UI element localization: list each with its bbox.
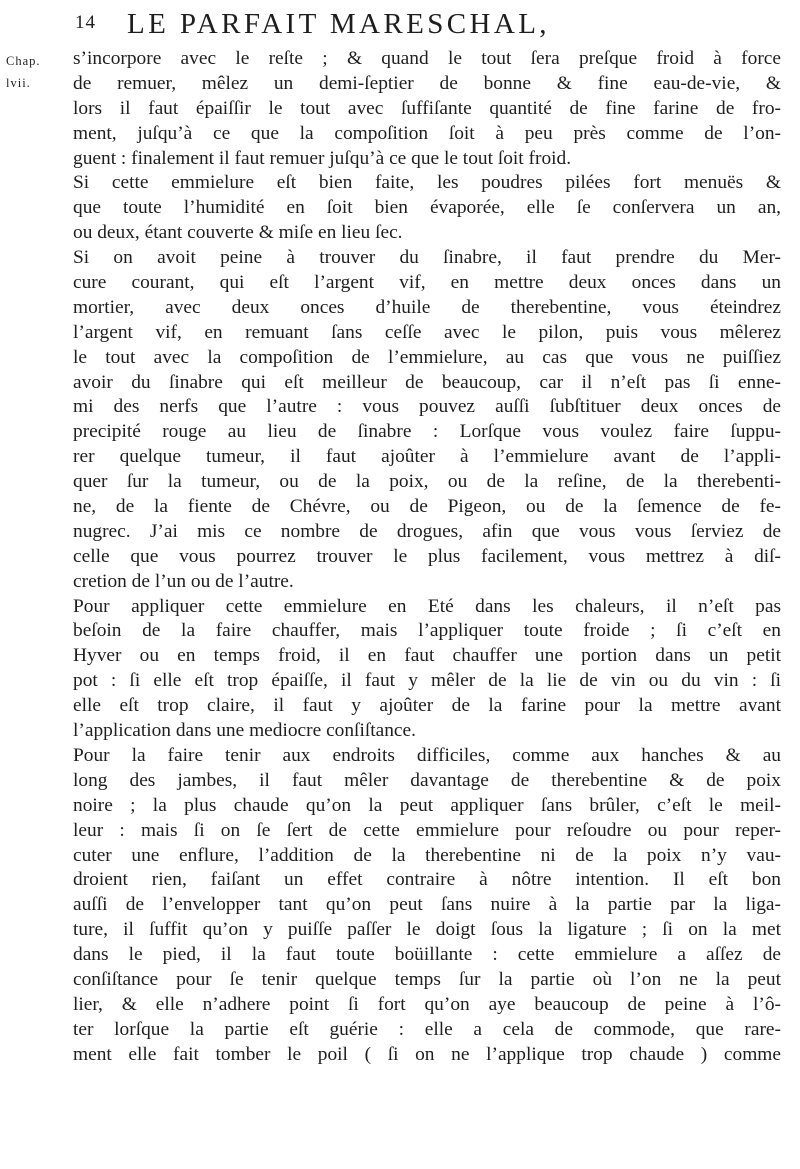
text-line: long des jambes, il faut mêler davantage de therebentine & de poix bbox=[73, 769, 781, 791]
text-line: droient rien, faiſant un effet contraire à nôtre intention. Il eſt bon bbox=[73, 869, 781, 891]
text-line: dans le pied, il la faut toute boüillante : cette emmielure a aſſez de bbox=[73, 944, 781, 966]
text-line: ne, de la fiente de Chévre, ou de Pigeon, ou de la ſemence de fe- bbox=[73, 496, 781, 518]
text-line: Hyver ou en temps froid, il en faut chauffer une portion dans un petit bbox=[73, 645, 781, 667]
text-line: beſoin de la faire chauffer, mais l’appliquer toute froide ; ſi c’eſt en bbox=[73, 620, 781, 642]
text-line: lier, & elle n’adhere point ſi fort qu’on aye beaucoup de peine à l’ô- bbox=[73, 993, 781, 1015]
text-line: de remuer, mêlez un demi-ſeptier de bonne & fine eau-de-vie, & bbox=[73, 72, 781, 94]
text-line: ment, juſqu’à ce que la compoſition ſoit à peu près comme de l’on- bbox=[73, 122, 781, 144]
text-line: precipité rouge au lieu de ſinabre : Lorſque vous voulez faire ſuppu- bbox=[73, 421, 781, 443]
running-head bbox=[75, 8, 785, 48]
text-line: cuter une enflure, l’addition de la therebentine ni de la poix n’y vau- bbox=[73, 844, 781, 866]
chapter-margin-note bbox=[6, 50, 58, 94]
chapter-label: Chap. bbox=[6, 54, 41, 68]
text-line: conſiſtance pour ſe tenir quelque temps ſur la partie où l’on ne la peut bbox=[73, 968, 781, 990]
text-line: Si on avoit peine à trouver du ſinabre, il faut prendre du Mer- bbox=[73, 247, 781, 269]
text-line: ment elle fait tomber le poil ( ſi on ne l’applique trop chaude ) comme bbox=[73, 1043, 781, 1065]
text-line: l’argent vif, en remuant ſans ceſſe avec le pilon, puis vous mêlerez bbox=[73, 321, 781, 343]
text-line: Pour la faire tenir aux endroits difficiles, comme aux hanches & au bbox=[73, 744, 781, 766]
text-line: cretion de l’un ou de l’autre. bbox=[73, 570, 294, 592]
text-line: le tout avec la compoſition de l’emmielure, au cas que vous ne puiſſiez bbox=[73, 346, 781, 368]
text-line: avoir du ſinabre qui eſt meilleur de beaucoup, car il n’eſt pas ſi enne- bbox=[73, 371, 781, 393]
chapter-number: lvii. bbox=[6, 76, 31, 90]
text-line: ter lorſque la partie eſt guérie : elle a cela de commode, que rare- bbox=[73, 1018, 781, 1040]
text-line: Pour appliquer cette emmielure en Eté dans les chaleurs, il n’eſt pas bbox=[73, 595, 781, 617]
text-line: leur : mais ſi on ſe ſert de cette emmielure pour reſoudre ou pour reper- bbox=[73, 819, 781, 841]
text-line: l’application dans une mediocre conſiſtance. bbox=[73, 720, 416, 742]
text-line: rer quelque tumeur, il faut ajoûter à l’emmielure avant de l’appli- bbox=[73, 446, 781, 468]
text-line: ture, il ſuffit qu’on y puiſſe paſſer le doigt ſous la ligature ; ſi on la met bbox=[73, 919, 781, 941]
text-line: nugrec. J’ai mis ce nombre de drogues, afin que vous vous ſerviez de bbox=[73, 520, 781, 542]
text-line: elle eſt trop claire, il faut y ajoûter de la farine pour la mettre avant bbox=[73, 695, 781, 717]
text-line: mi des nerfs que l’autre : vous pouvez auſſi ſubſtituer deux onces de bbox=[73, 396, 781, 418]
text-line: celle que vous pourrez trouver le plus facilement, vous mettrez à diſ- bbox=[73, 545, 781, 567]
text-line: Si cette emmielure eſt bien faite, les poudres pilées fort menuës & bbox=[73, 172, 781, 194]
text-line: mortier, avec deux onces d’huile de therebentine, vous éteindrez bbox=[73, 296, 781, 318]
page-number: 14 bbox=[75, 12, 96, 33]
running-title: LE PARFAIT MARESCHAL, bbox=[127, 8, 550, 40]
text-line: quer ſur la tumeur, ou de la poix, ou de la reſine, de la therebenti- bbox=[73, 471, 781, 493]
text-line: s’incorpore avec le reſte ; & quand le tout ſera preſque froid à force bbox=[73, 48, 781, 69]
text-line: pot : ſi elle eſt trop épaiſſe, il faut y mêler de la lie de vin ou du vin : ſi bbox=[73, 670, 781, 692]
text-line: que toute l’humidité en ſoit bien évaporée, elle ſe conſervera un an, bbox=[73, 197, 781, 219]
text-line: cure courant, qui eſt l’argent vif, en mettre deux onces dans un bbox=[73, 272, 781, 294]
text-line: ou deux, étant couverte & miſe en lieu ſec. bbox=[73, 222, 403, 244]
text-line: auſſi de l’envelopper tant qu’on peut ſans nuire à la partie par la liga- bbox=[73, 894, 781, 916]
body-text bbox=[73, 47, 781, 1068]
text-line: lors il faut épaiſſir le tout avec ſuffiſante quantité de fine farine de fro- bbox=[73, 97, 781, 119]
text-line: guent : finalement il faut remuer juſqu’à ce que le tout ſoit froid. bbox=[73, 147, 572, 169]
text-line: noire ; la plus chaude qu’on la peut appliquer ſans brûler, c’eſt le meil- bbox=[73, 794, 781, 816]
